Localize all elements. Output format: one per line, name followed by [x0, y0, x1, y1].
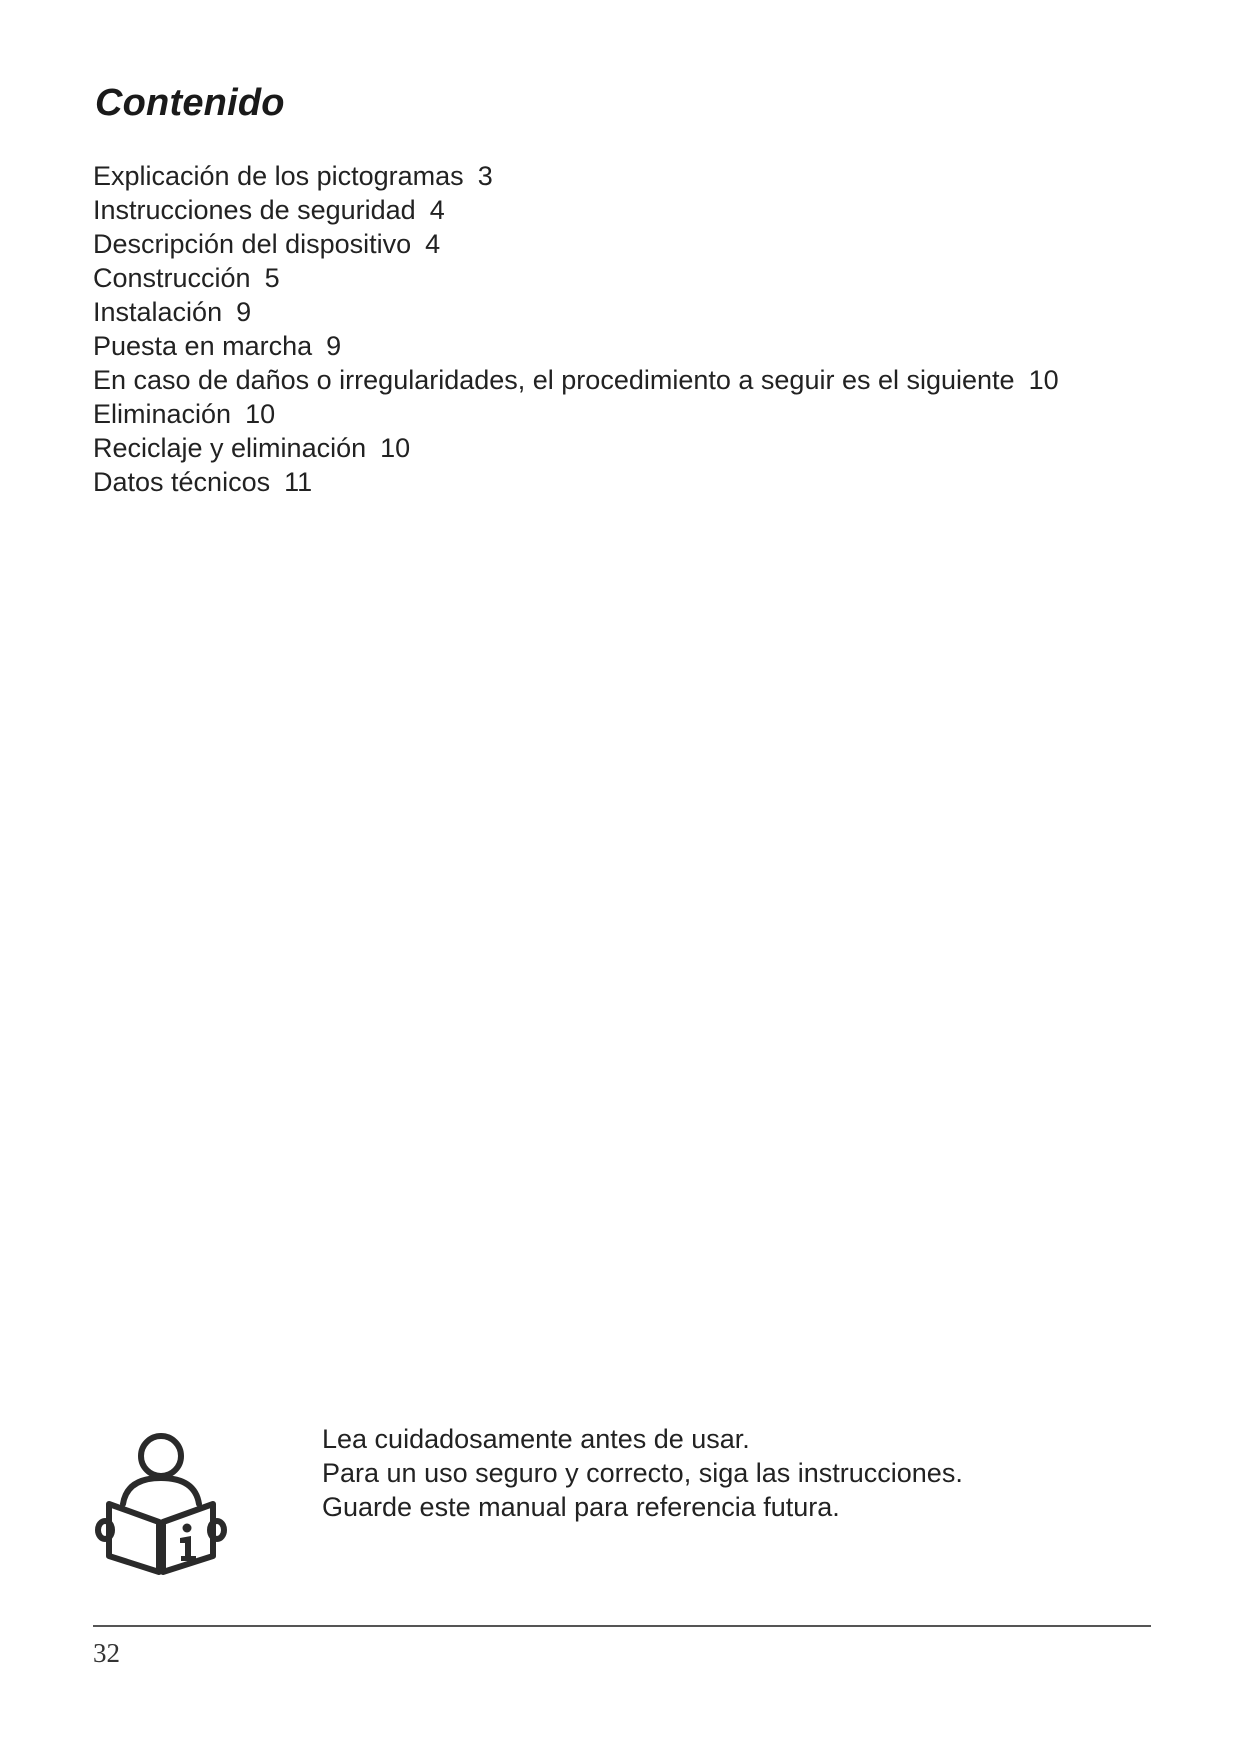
- toc-entry-page: 9: [326, 331, 342, 361]
- toc-entry: [93, 227, 1059, 261]
- toc-entry-label: Construcción: [93, 263, 251, 293]
- toc-entry: [93, 261, 1059, 295]
- notice-line: Lea cuidadosamente antes de usar.: [322, 1424, 750, 1454]
- toc-entry-label: Puesta en marcha: [93, 331, 313, 361]
- toc-entry-label: Instalación: [93, 297, 223, 327]
- toc-entry-label: Reciclaje y eliminación: [93, 433, 367, 463]
- toc-entry-page: 11: [284, 467, 313, 497]
- table-of-contents: [93, 159, 1059, 499]
- toc-entry: [93, 431, 1059, 465]
- toc-entry-page: 3: [477, 161, 493, 191]
- toc-entry-page: 10: [1028, 365, 1059, 395]
- read-manual-icon: [95, 1432, 235, 1577]
- toc-entry: [93, 329, 1059, 363]
- read-instructions-notice: [95, 1422, 1095, 1572]
- footer-divider: [93, 1625, 1151, 1627]
- toc-entry-page: 4: [429, 195, 445, 225]
- toc-entry-label: Explicación de los pictogramas: [93, 161, 464, 191]
- toc-entry: [93, 363, 1059, 397]
- toc-entry: [93, 159, 1059, 193]
- notice-text: [322, 1422, 963, 1524]
- notice-line: Para un uso seguro y correcto, siga las instrucciones.: [322, 1458, 963, 1488]
- toc-entry: [93, 397, 1059, 431]
- toc-entry: [93, 295, 1059, 329]
- toc-entry-page: 9: [236, 297, 252, 327]
- notice-line: Guarde este manual para referencia futura.: [322, 1492, 840, 1522]
- toc-entry-label: Eliminación: [93, 399, 232, 429]
- toc-entry-page: 4: [425, 229, 441, 259]
- toc-entry-label: Descripción del dispositivo: [93, 229, 412, 259]
- toc-entry: [93, 465, 1059, 499]
- toc-entry-label: En caso de daños o irregularidades, el procedimiento a seguir es el siguiente: [93, 365, 1015, 395]
- toc-entry-label: Datos técnicos: [93, 467, 271, 497]
- toc-entry-page: 10: [245, 399, 276, 429]
- toc-entry-page: 10: [380, 433, 411, 463]
- toc-entry-label: Instrucciones de seguridad: [93, 195, 416, 225]
- toc-entry: [93, 193, 1059, 227]
- toc-entry-page: 5: [264, 263, 280, 293]
- page-title: Contenido: [95, 82, 285, 124]
- page-number: 32: [93, 1638, 120, 1668]
